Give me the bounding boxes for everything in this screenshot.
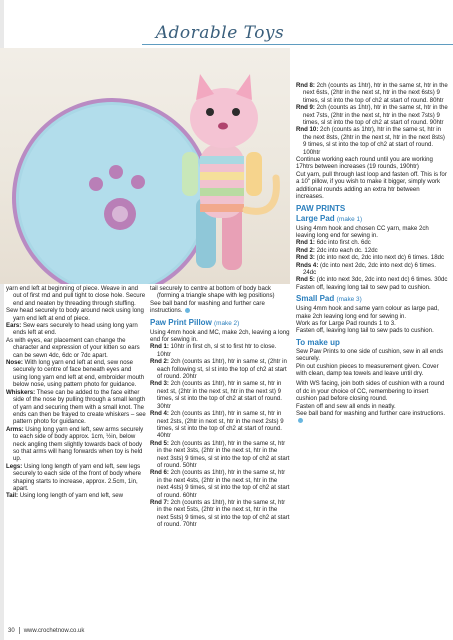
product-photo	[0, 48, 290, 284]
column-right	[296, 82, 448, 425]
paragraph: With WS facing, join both sides of cushion with a round of dc in your choice of CC, remembering to insert cushion pad before closing round.	[296, 380, 445, 403]
paragraph: Fasten off and sew all ends in neatly.	[296, 402, 396, 410]
pattern-row: Rnd 3: 2ch (counts as 1htr), htr in same st, htr in next st, (2htr in the next st, htr in the next st) 9 times, sl st into the top of ch2 at start of round. 30htr	[150, 380, 282, 410]
pattern-row: Rnd 1: 10htr in first ch, sl st to first htr to close. 10htr	[150, 343, 277, 358]
pattern-row: Rnd 5: 2ch (counts as 1htr), htr in the same st, htr in the next 3sts, (2htr in the next st, htr in the next 3sts) 9 times, sl st into the top of ch2 at start of round. 50htr	[150, 439, 290, 469]
pattern-row: Rnd 2: 2ch (counts as 1htr), htr in same st, (2htr in each following st, sl st into the top of ch2 at start of round. 20htr	[150, 358, 287, 381]
footer-divider	[19, 627, 20, 634]
paragraph: Sew Paw Prints to one side of cushion, sew in all ends securely.	[296, 347, 444, 363]
paragraph: yarn end left at beginning of piece. Weave in and out of first rnd and pull tight to close hole. Secure end and neaten by threading through stuffing.	[6, 285, 146, 307]
pattern-row: Rnd 7: 2ch (counts as 1htr), htr in the same st, htr in the next 5sts, (2htr in the next st, htr in the next 5sts) 9 times, sl st into the top of ch2 at start of round. 70htr	[150, 498, 290, 529]
small-pad-heading: Small Pad (make 3)	[296, 294, 362, 304]
paragraph: See ball band for washing and further care instructions.	[296, 410, 448, 425]
column-left	[6, 285, 146, 500]
paragraph: Nose: With long yarn end left at end, sew nose securely to centre of face beneath eyes and using long yarn end left at end, embroider mouth below nose, using pattern photo for guidance.	[6, 359, 145, 389]
pattern-row: Rnd 3: (dc into next dc, 2dc into next dc) 6 times. 18dc	[296, 254, 445, 262]
end-mark-icon	[298, 418, 303, 423]
pillow-and-kitten-illustration	[0, 48, 290, 284]
paragraph: Fasten off, leaving long tail to sew pads to cushion.	[296, 327, 434, 335]
paragraph: Using 4mm hook and MC, make 2ch, leaving a long end for sewing in.	[150, 328, 290, 344]
pattern-row: Rnds 4: (dc into next 2dc, 2dc into next dc) 6 times. 24dc	[296, 261, 436, 276]
paragraph: tail securely to centre at bottom of body back (forming a triangle shape with leg positions)	[150, 285, 275, 300]
make-up-heading: To make up	[296, 337, 340, 347]
pattern-row: Rnd 6: 2ch (counts as 1htr), htr in the same st, htr in the next 4sts, (2htr in the next st, htr in the next 4sts) 9 times, sl st into the top of ch2 at start of round. 60htr	[150, 469, 290, 499]
pattern-row: Rnd 2: 2dc into each dc. 12dc	[296, 246, 378, 254]
pattern-row: Rnd 8: 2ch (counts as 1htr), htr in the same st, htr in the next 6sts, (2htr in the next st, htr in the next 6sts) 9 times, sl st into the top of ch2 at start of round. 80htr	[296, 82, 448, 104]
paragraph: Cut yarn, pull through last loop and fasten off. This is for a 10" pillow, if you wish to make it bigger, simply work additional rounds adding an extra htr between increases.	[296, 170, 447, 201]
paragraph: Using 4mm hook and chosen CC yarn, make 2ch leaving long end for sewing in.	[296, 224, 429, 239]
section-title: Adorable Toys	[155, 23, 285, 43]
paragraph: Legs: Using long length of yarn end left, sew legs securely to each side of the front of body where shaping starts to increase, approx. 2.5cm, 1in, apart.	[6, 462, 142, 492]
paragraph: See ball band for washing and further care instructions.	[150, 299, 265, 315]
paragraph: Sew head securely to body around neck using long yarn end left at end of piece.	[6, 307, 144, 322]
paw-prints-heading: PAW PRINTS	[296, 203, 346, 213]
paragraph: Fasten off, leaving long tail to sew pad to cushion.	[296, 283, 431, 291]
page-footer	[8, 627, 84, 634]
paragraph: Pin out cushion pieces to measurement given. Cover with clean, damp tea towels and leave until dry.	[296, 362, 439, 377]
paragraph: Tail: Using long length of yarn end left, sew	[6, 492, 124, 500]
pattern-row: Rnd 9: 2ch (counts as 1htr), htr in the same st, htr in the next 7sts, (2htr in the next st, htr in the next 7sts) 9 times, sl st into the top of ch2 at start of round. 90htr	[296, 104, 448, 127]
column-middle	[150, 285, 290, 529]
pattern-row: Rnd 10: 2ch (counts as 1htr), htr in the same st, htr in the next 8sts, (2htr in the next st, htr in the next 8sts) 9 times, sl st into the top of ch2 at start of round. 100htr	[296, 126, 445, 156]
pattern-row: Rnd 1: 6dc into first ch. 6dc	[296, 239, 371, 247]
header-divider	[142, 44, 453, 45]
paragraph: Using 4mm hook and same yarn colour as large pad, make 2ch leaving long end for sewing in.	[296, 305, 439, 320]
paragraph: As with eyes, ear placement can change the character and expression of your kitten so ears can be sewn 4dc, 6dc or 7dc apart.	[6, 336, 140, 359]
paragraph: Work as for Large Pad rounds 1 to 3.	[296, 319, 396, 327]
paragraph: Continue working each round until you are working 17htrs between increases (19 rounds, 190htr)	[296, 156, 433, 171]
page-number: 30	[8, 627, 15, 634]
pattern-row: Rnd 5: (dc into next 3dc, 2dc into next dc) 6 times. 30dc	[296, 276, 448, 284]
footer-url[interactable]: www.crochetnow.co.uk	[23, 627, 85, 634]
paragraph: Ears: Sew ears securely to head using long yarn ends left at end.	[6, 322, 138, 337]
paragraph: Arms: Using long yarn end left, sew arms securely to each side of body approx. 1cm, ½in, below neck angling them slightly towards back of body so that arms will hang forwards when toy is held up.	[6, 425, 144, 463]
pattern-row: Rnd 4: 2ch (counts as 1htr), htr in same st, htr in next 2sts, (2htr in next st, htr in the next 2sts) 9 times, sl st into the top of ch2 at start of round. 40htr	[150, 410, 284, 440]
pillow-heading: Paw Print Pillow (make 2)	[150, 317, 240, 327]
paragraph: Whiskers: These can be added to the face either side of the nose by pulling through a small length of yarn and securing them with a small knot. The ends can then be frayed to create whiskers – see pattern photo for guidance.	[6, 388, 146, 426]
large-pad-heading: Large Pad (make 1)	[296, 213, 363, 223]
end-mark-icon	[185, 308, 190, 313]
